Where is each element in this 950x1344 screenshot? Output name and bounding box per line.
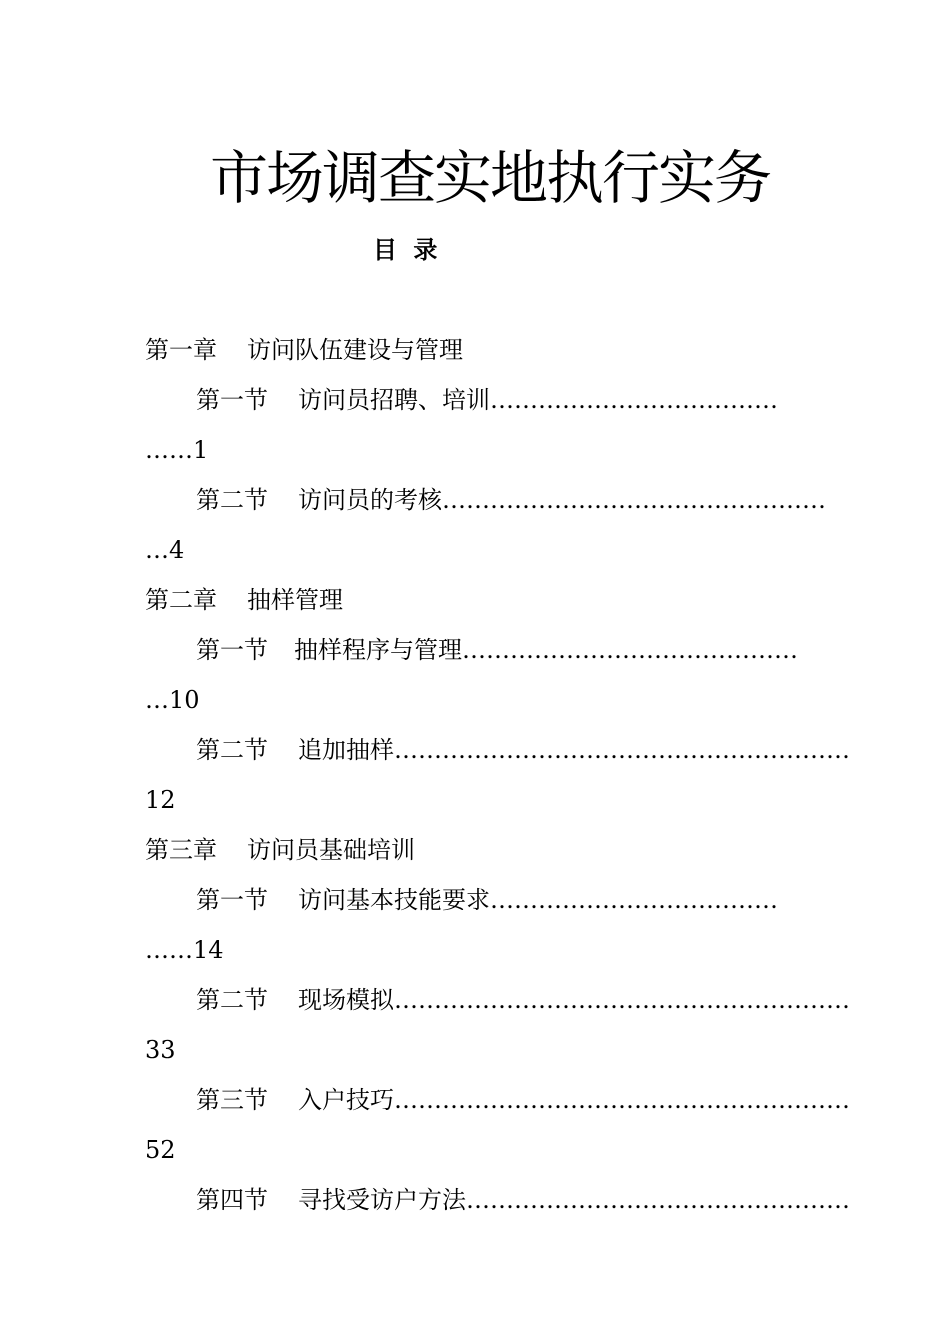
toc-section-label: 第三节 bbox=[196, 1086, 268, 1114]
toc-section-2-2[interactable] bbox=[196, 734, 850, 766]
toc-section-3-1[interactable] bbox=[196, 884, 778, 916]
toc-section-text: 入户技巧………………………………………………… bbox=[298, 1086, 850, 1114]
toc-section-text: 访问员的考核………………………………………… bbox=[298, 486, 826, 514]
toc-section-3-1-page: ……14 bbox=[145, 936, 224, 964]
toc-section-label: 第二节 bbox=[196, 986, 268, 1014]
toc-section-text: 现场模拟………………………………………………… bbox=[298, 986, 850, 1014]
toc-section-text: 访问基本技能要求……………………………… bbox=[298, 886, 778, 914]
toc-section-2-2-page: 12 bbox=[145, 786, 176, 814]
toc-section-label: 第一节 bbox=[196, 636, 268, 664]
toc-section-label: 第一节 bbox=[196, 386, 268, 414]
toc-chapter-text: 访问队伍建设与管理 bbox=[247, 336, 463, 364]
toc-section-text: 寻找受访户方法………………………………………… bbox=[298, 1186, 850, 1214]
toc-chapter-label: 第一章 bbox=[145, 336, 217, 364]
toc-section-3-2-page: 33 bbox=[145, 1036, 176, 1064]
toc-section-label: 第二节 bbox=[196, 736, 268, 764]
toc-chapter-text: 访问员基础培训 bbox=[247, 836, 415, 864]
toc-section-3-4[interactable] bbox=[196, 1184, 850, 1216]
toc-section-2-1[interactable] bbox=[196, 634, 798, 666]
toc-chapter-2[interactable] bbox=[145, 584, 343, 616]
toc-section-1-1[interactable] bbox=[196, 384, 778, 416]
toc-heading: 目 录 bbox=[373, 236, 438, 264]
toc-chapter-label: 第二章 bbox=[145, 586, 217, 614]
toc-section-2-1-page: …10 bbox=[145, 686, 200, 714]
toc-chapter-1[interactable] bbox=[145, 334, 463, 366]
toc-section-3-3-page: 52 bbox=[145, 1136, 176, 1164]
toc-section-text: 访问员招聘、培训……………………………… bbox=[298, 386, 778, 414]
toc-chapter-3[interactable] bbox=[145, 834, 415, 866]
toc-section-1-2-page: …4 bbox=[145, 536, 185, 564]
toc-section-1-2[interactable] bbox=[196, 484, 826, 516]
toc-section-label: 第一节 bbox=[196, 886, 268, 914]
toc-section-3-3[interactable] bbox=[196, 1084, 850, 1116]
toc-section-text: 追加抽样………………………………………………… bbox=[298, 736, 850, 764]
toc-chapter-text: 抽样管理 bbox=[247, 586, 343, 614]
toc-chapter-label: 第三章 bbox=[145, 836, 217, 864]
toc-section-label: 第二节 bbox=[196, 486, 268, 514]
toc-section-text: 抽样程序与管理…………………………………… bbox=[294, 636, 798, 664]
toc-section-label: 第四节 bbox=[196, 1186, 268, 1214]
toc-section-1-1-page: ……1 bbox=[145, 436, 209, 464]
document-title: 市场调查实地执行实务 bbox=[209, 144, 770, 212]
toc-section-3-2[interactable] bbox=[196, 984, 850, 1016]
